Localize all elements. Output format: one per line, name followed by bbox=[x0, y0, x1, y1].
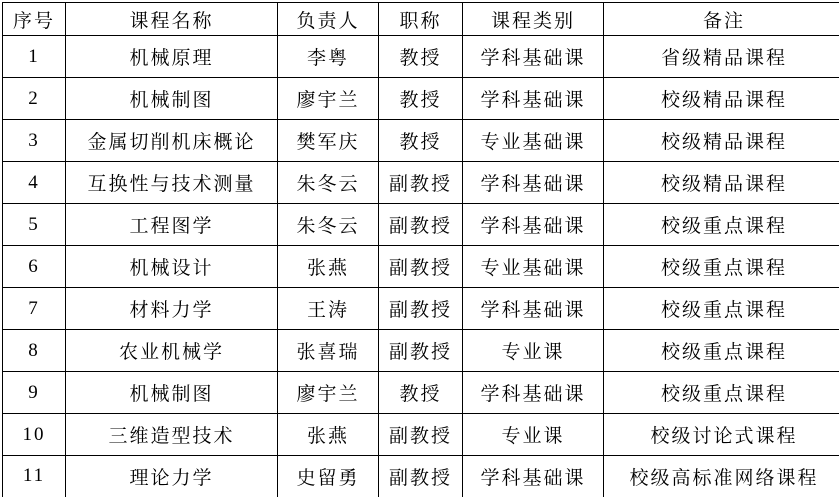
table-cell-course: 三维造型技术 bbox=[66, 414, 278, 456]
table-cell-leader: 张喜瑞 bbox=[278, 330, 379, 372]
table-cell-remark: 省级精品课程 bbox=[604, 36, 839, 78]
table-cell-leader: 朱冬云 bbox=[278, 204, 379, 246]
table-cell-category: 专业课 bbox=[463, 330, 604, 372]
table-cell-leader: 张燕 bbox=[278, 414, 379, 456]
table-cell-course: 机械制图 bbox=[66, 78, 278, 120]
header-row bbox=[3, 3, 839, 36]
table-row bbox=[3, 36, 839, 78]
table-cell-remark: 校级重点课程 bbox=[604, 204, 839, 246]
table-row bbox=[3, 330, 839, 372]
table-cell-leader: 张燕 bbox=[278, 246, 379, 288]
column-header-category: 课程类别 bbox=[463, 3, 604, 36]
table-cell-leader: 朱冬云 bbox=[278, 162, 379, 204]
column-header-title: 职称 bbox=[379, 3, 463, 36]
table-cell-title: 副教授 bbox=[379, 330, 463, 372]
table-cell-remark: 校级讨论式课程 bbox=[604, 414, 839, 456]
table-cell-category: 学科基础课 bbox=[463, 204, 604, 246]
table-cell-leader: 史留勇 bbox=[278, 456, 379, 497]
table-cell-remark: 校级重点课程 bbox=[604, 288, 839, 330]
table-cell-title: 副教授 bbox=[379, 246, 463, 288]
table-cell-remark: 校级高标准网络课程 bbox=[604, 456, 839, 497]
table-row bbox=[3, 456, 839, 497]
table-cell-category: 专业基础课 bbox=[463, 120, 604, 162]
table-cell-title: 教授 bbox=[379, 36, 463, 78]
table-cell-leader: 廖宇兰 bbox=[278, 372, 379, 414]
table-cell-title: 副教授 bbox=[379, 162, 463, 204]
table-row bbox=[3, 162, 839, 204]
table-cell-remark: 校级精品课程 bbox=[604, 162, 839, 204]
table-cell-index: 2 bbox=[3, 78, 66, 120]
table-cell-category: 专业基础课 bbox=[463, 246, 604, 288]
table-cell-category: 学科基础课 bbox=[463, 78, 604, 120]
table-cell-remark: 校级重点课程 bbox=[604, 372, 839, 414]
table-cell-title: 副教授 bbox=[379, 414, 463, 456]
table-cell-category: 学科基础课 bbox=[463, 456, 604, 497]
table-cell-title: 副教授 bbox=[379, 456, 463, 497]
table-cell-remark: 校级重点课程 bbox=[604, 246, 839, 288]
table-cell-course: 金属切削机床概论 bbox=[66, 120, 278, 162]
table-cell-course: 材料力学 bbox=[66, 288, 278, 330]
table-cell-leader: 王涛 bbox=[278, 288, 379, 330]
table-row bbox=[3, 78, 839, 120]
table-cell-category: 学科基础课 bbox=[463, 288, 604, 330]
column-header-course: 课程名称 bbox=[66, 3, 278, 36]
table-cell-index: 9 bbox=[3, 372, 66, 414]
table-cell-category: 专业课 bbox=[463, 414, 604, 456]
table-cell-index: 1 bbox=[3, 36, 66, 78]
column-header-index: 序号 bbox=[3, 3, 66, 36]
table-cell-course: 工程图学 bbox=[66, 204, 278, 246]
table-cell-remark: 校级精品课程 bbox=[604, 120, 839, 162]
table-cell-category: 学科基础课 bbox=[463, 36, 604, 78]
table-cell-course: 机械设计 bbox=[66, 246, 278, 288]
table-cell-index: 10 bbox=[3, 414, 66, 456]
table-cell-course: 互换性与技术测量 bbox=[66, 162, 278, 204]
column-header-remark: 备注 bbox=[604, 3, 839, 36]
table-row bbox=[3, 372, 839, 414]
table-cell-title: 教授 bbox=[379, 78, 463, 120]
table-cell-category: 学科基础课 bbox=[463, 372, 604, 414]
table-cell-index: 6 bbox=[3, 246, 66, 288]
table-row bbox=[3, 288, 839, 330]
table-cell-index: 8 bbox=[3, 330, 66, 372]
table-cell-leader: 樊军庆 bbox=[278, 120, 379, 162]
table-cell-course: 农业机械学 bbox=[66, 330, 278, 372]
table-cell-leader: 李粤 bbox=[278, 36, 379, 78]
column-header-leader: 负责人 bbox=[278, 3, 379, 36]
table-row bbox=[3, 120, 839, 162]
table-cell-index: 11 bbox=[3, 456, 66, 497]
table-cell-title: 副教授 bbox=[379, 204, 463, 246]
table-body bbox=[3, 36, 839, 497]
table-cell-remark: 校级重点课程 bbox=[604, 330, 839, 372]
table-cell-category: 学科基础课 bbox=[463, 162, 604, 204]
table-row bbox=[3, 414, 839, 456]
table-cell-course: 机械制图 bbox=[66, 372, 278, 414]
table-cell-title: 教授 bbox=[379, 120, 463, 162]
table-row bbox=[3, 204, 839, 246]
table-cell-title: 教授 bbox=[379, 372, 463, 414]
table-cell-course: 机械原理 bbox=[66, 36, 278, 78]
table-cell-index: 4 bbox=[3, 162, 66, 204]
table-cell-remark: 校级精品课程 bbox=[604, 78, 839, 120]
table-cell-leader: 廖宇兰 bbox=[278, 78, 379, 120]
table-row bbox=[3, 246, 839, 288]
table-cell-title: 副教授 bbox=[379, 288, 463, 330]
table-cell-course: 理论力学 bbox=[66, 456, 278, 497]
course-table bbox=[2, 2, 839, 497]
table-cell-index: 3 bbox=[3, 120, 66, 162]
table-cell-index: 5 bbox=[3, 204, 66, 246]
table-cell-index: 7 bbox=[3, 288, 66, 330]
